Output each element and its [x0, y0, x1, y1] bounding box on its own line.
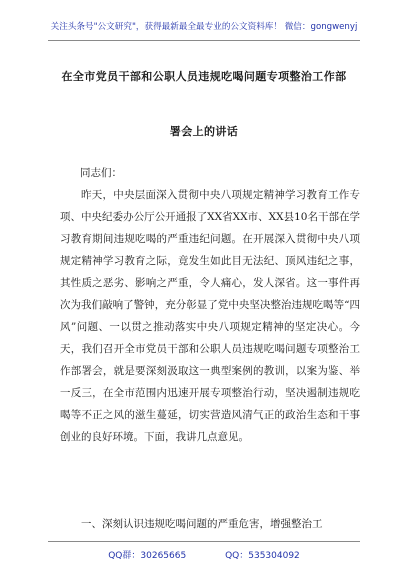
- document-title-line1: 在全市党员干部和公职人员违规吃喝问题专项整治工作部: [61, 70, 347, 83]
- salutation: 同志们：: [80, 167, 122, 179]
- header-divider: [48, 40, 360, 41]
- section-heading: 一、深刻认识违规吃喝问题的严重危害，增强整治工: [81, 518, 323, 530]
- body-paragraph: 昨天，中央层面深入贯彻中央八项规定精神学习教育工作专项、中央纪委办公厅公开通报了XX省XX市、XX县10名干部在学习教育期间违规吃喝的严重违纪问题。在开展深入贯彻中央八项规定精神学习教育之际，竟发生如此目无法纪、顶风违纪之事，其性质之恶劣、影响之严重，令人痛心，发人深省。这一事件再次为我们敲响了警钟，充分彰显了党中央坚决整治违规吃喝等“四风”问题、一以贯之推动落实中央八项规定精神的坚定决心。今天，我们召开全市党员干部和公职人员违规吃喝问题专项整治工作部署会，就是要深刻汲取这一典型案例的教训，以案为鉴、举一反三，在全市范围内迅速开展专项整治行动，坚决遏制违规吃喝等不正之风的滋生蔓延，切实营造风清气正的政治生态和干事创业的良好环境。下面，我讲几点意见。: [60, 189, 360, 443]
- qq-group: QQ群：30265665: [108, 551, 187, 561]
- qq-contact: QQ：535304092: [225, 551, 300, 561]
- page-footer: [0, 548, 408, 561]
- page-header: 关注头条号"公文研究"，获得最新最全最专业的公文资料库！ 微信：gongwenyj: [50, 22, 358, 32]
- footer-divider: [48, 541, 360, 542]
- document-title-line2: 署会上的讲话: [169, 125, 239, 138]
